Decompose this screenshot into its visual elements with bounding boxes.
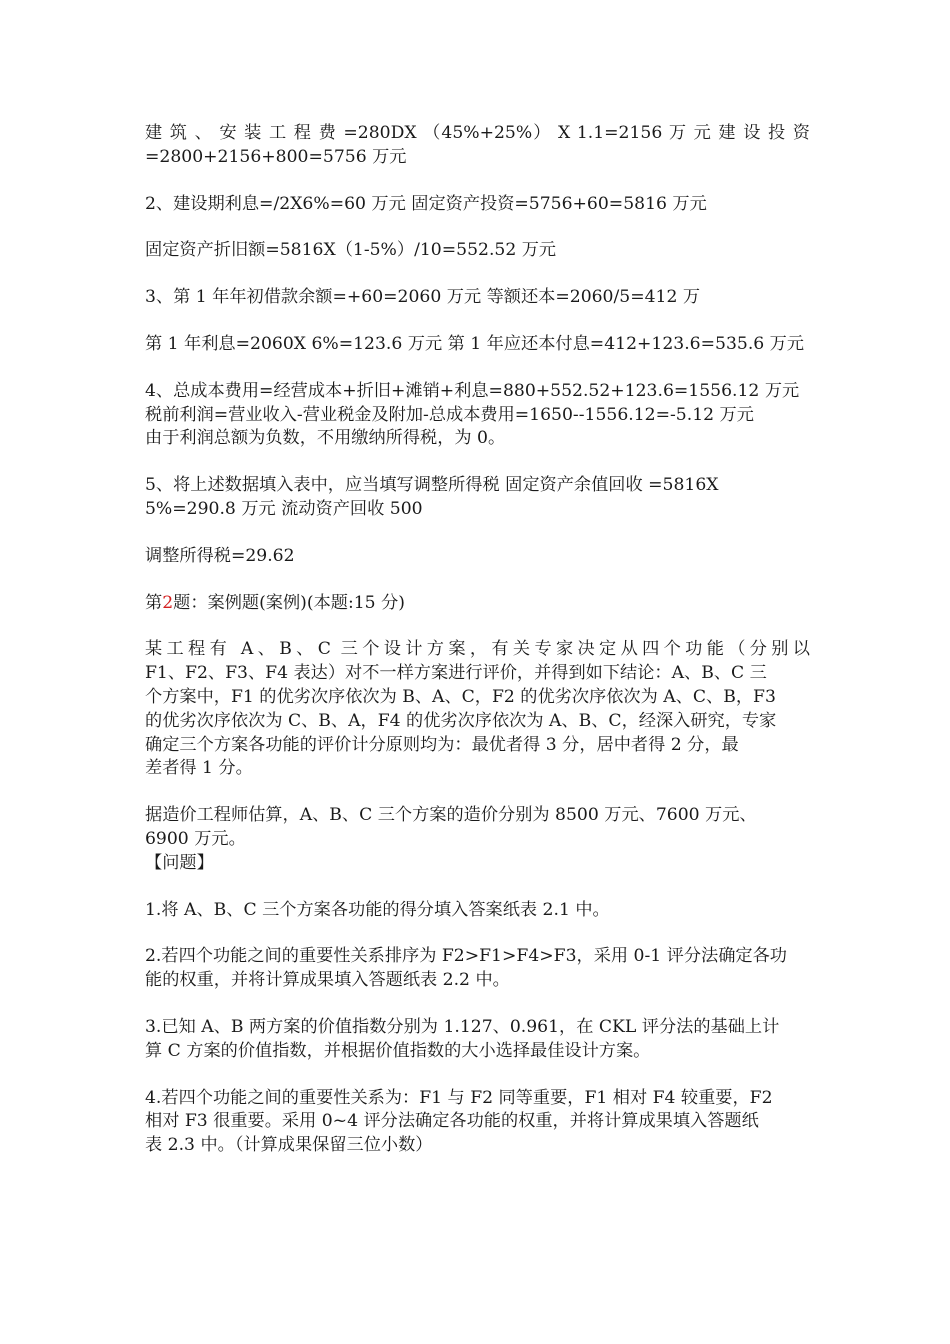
text-line: F1、F2、F3、F4 表达）对不一样方案进行评价，并得到如下结论：A、B、C 三 [145,663,767,684]
text-line: 表 2.3 中。（计算成果保留三位小数） [145,1135,433,1156]
text-line: 第 1 年利息=2060X 6%=123.6 万元 第 1 年应还本付息=412+123.6=535.6 万元 [145,333,805,354]
text-line: 税前利润=营业收入-营业税金及附加-总成本费用=1650--1556.12=-5.12 万元 [145,404,754,425]
paragraph-construction-cost [145,122,810,170]
paragraph-construction-interest [145,193,810,217]
text-line: 调整所得税=29.62 [145,545,295,566]
text-line: 建 筑 、 安 装 工 程 费 =280DX （45%+25%） X 1.1=2156 万 元 建 设 投 资 [145,123,810,143]
text-line: 据造价工程师估算，A、B、C 三个方案的造价分别为 8500 万元、7600 万元、 [145,805,757,826]
paragraph-total-cost [145,380,810,451]
text-line: 由于利润总额为负数，不用缴纳所得税，为 0。 [145,428,506,449]
paragraph-loan-balance [145,286,810,310]
section-heading-questions: 【问题】 [145,852,214,873]
text-line: 差者得 1 分。 [145,758,253,779]
question-number: 2 [162,592,174,613]
paragraph-adjusted-tax [145,545,810,569]
paragraph-case-description [145,638,810,781]
text-line: 4.若四个功能之间的重要性关系为：F1 与 F2 同等重要，F1 相对 F4 较重要，F2 [145,1087,773,1108]
question-heading [145,592,810,616]
text-line: 固定资产折旧额=5816X（1-5%）/10=552.52 万元 [145,240,557,261]
text-line: 3、第 1 年年初借款余额=+60=2060 万元 等额还本=2060/5=412 万 [145,287,701,308]
text-line: 某工程有 A、B、C 三个设计方案，有关专家决定从四个功能（分别以 [145,639,810,660]
text-line: 的优劣次序依次为 C、B、A，F4 的优劣次序依次为 A、B、C，经深入研究，专家 [145,710,777,731]
question-3 [145,1016,810,1064]
text-line: 5、将上述数据填入表中，应当填写调整所得税 固定资产余值回收 =5816X [145,475,719,496]
text-line: 算 C 方案的价值指数，并根据价值指数的大小选择最佳设计方案。 [145,1040,651,1061]
question-1 [145,899,810,923]
text-line: 5%=290.8 万元 流动资产回收 500 [145,498,423,519]
paragraph-fill-table [145,474,810,522]
question-2 [145,945,810,993]
text-line: 3.已知 A、B 两方案的价值指数分别为 1.127、0.961，在 CKL 评分法的基础上计 [145,1016,780,1037]
question-title [145,592,810,616]
text-line: 2、建设期利息=/2X6%=60 万元 固定资产投资=5756+60=5816 万元 [145,193,707,214]
text-line: 6900 万元。 [145,828,246,849]
document-page [145,122,810,1181]
text-line: 2.若四个功能之间的重要性关系排序为 F2>F1>F4>F3，采用 0-1 评分法确定各功 [145,946,787,967]
text-line: 个方案中，F1 的优劣次序依次为 B、A、C，F2 的优劣次序依次为 A、C、B，F3 [145,686,776,707]
question-prefix: 第 [145,592,163,613]
question-suffix: 题：案例题(案例)(本题:15 分) [173,592,405,613]
text-line: 能的权重，并将计算成果填入答题纸表 2.2 中。 [145,970,510,991]
text-line: 确定三个方案各功能的评价计分原则均为：最优者得 3 分，居中者得 2 分，最 [145,734,739,755]
text-line: 相对 F3 很重要。采用 0~4 评分法确定各功能的权重，并将计算成果填入答题纸 [145,1111,759,1132]
text-line: =2800+2156+800=5756 万元 [145,146,407,167]
text-line: 4、总成本费用=经营成本+折旧+滩销+利息=880+552.52+123.6=1556.12 万元 [145,380,800,401]
paragraph-cost-estimate [145,804,810,875]
text-line: 1.将 A、B、C 三个方案各功能的得分填入答案纸表 2.1 中。 [145,899,610,920]
question-4 [145,1087,810,1158]
paragraph-depreciation [145,239,810,263]
paragraph-first-year-interest [145,333,810,357]
